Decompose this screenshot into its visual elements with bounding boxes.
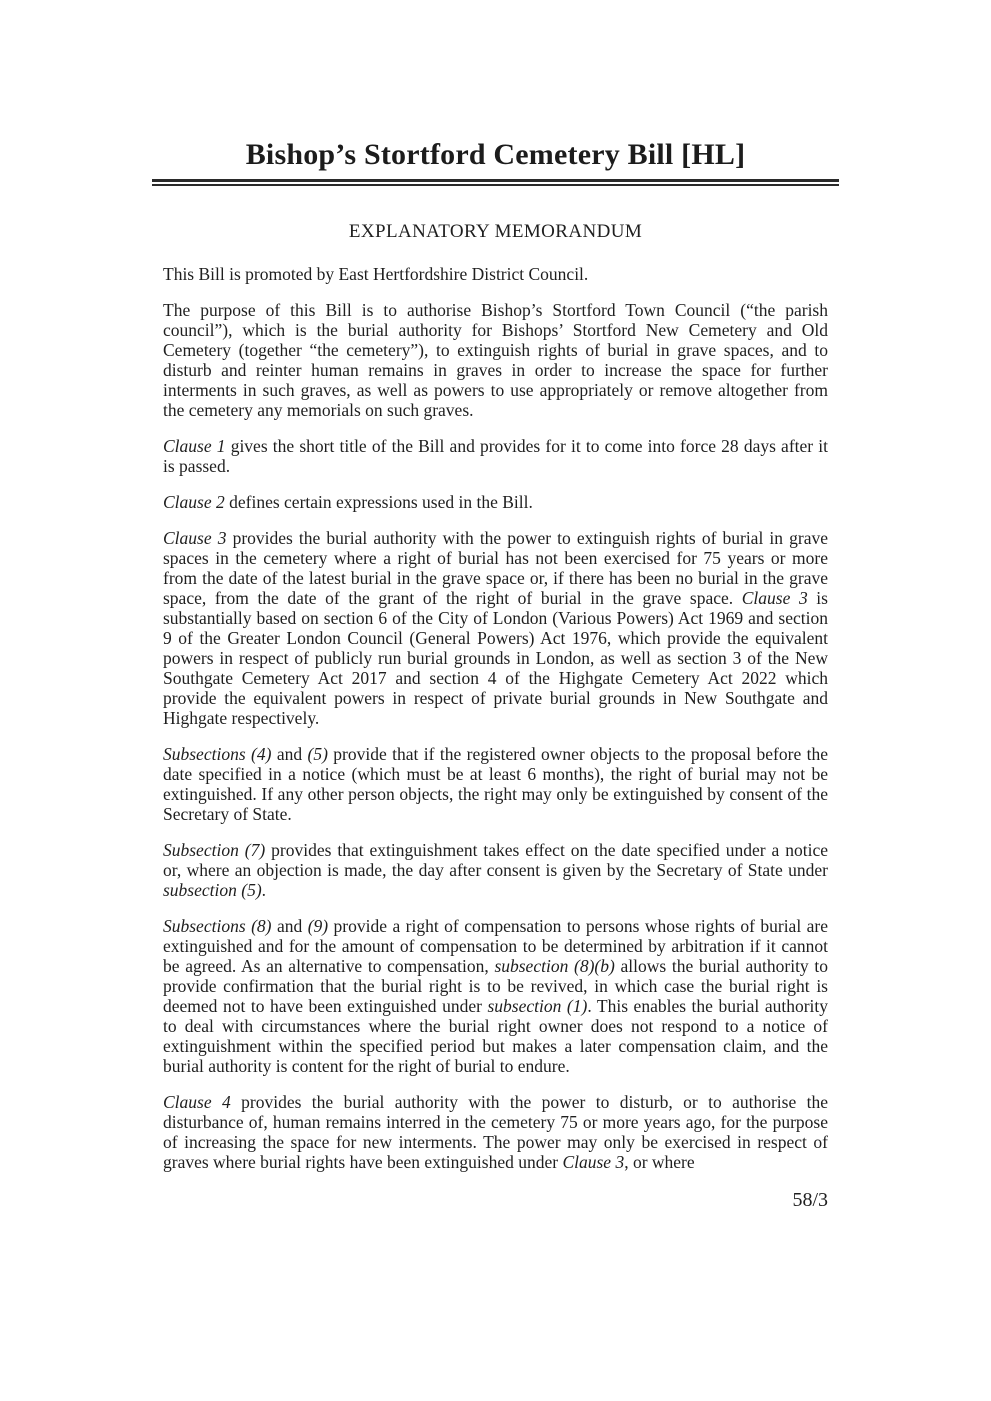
text-run: and [271,744,308,764]
clause-reference: Subsections (8) [163,916,272,936]
clause-reference: (9) [307,916,329,936]
paragraph [163,300,828,420]
clause-reference: (5) [307,744,328,764]
text-run: . [261,880,267,900]
paragraph [163,528,828,728]
text-run: allows the burial authority to provide confirmation that the burial right is to be revived, in which case the burial right is deemed not to have been extinguished under [163,956,828,1016]
text-run: provides that extinguishment takes effect on the date specified under a notice or, where an objection is made, the day after consent is given by the Secretary of State under [163,840,829,880]
text-run: provide that if the registered owner objects to the proposal before the date specified in a notice (which must be at least 6 months), the right of burial may not be extinguished. If any other person objects, the right may only be extinguished by consent of the Secretary of State. [163,744,828,824]
clause-reference: Clause 4 [163,1092,231,1112]
text-run: provides the burial authority with the power to disturb, or to authorise the disturbance of, human remains interred in the cemetery 75 or more years ago, for the purpose of increasing the space for new interments. The power may only be exercised in respect of graves where burial rights have been extinguished under [163,1092,829,1172]
clause-reference: Clause 3 [562,1152,625,1172]
clause-reference: Subsections (4) [163,744,272,764]
clause-reference: subsection (1) [487,996,588,1016]
paragraph [163,744,828,824]
text-run: defines certain expressions used in the Bill. [224,492,533,512]
paragraph [163,840,828,900]
memorandum-body [163,264,828,1172]
title-double-rule [152,179,839,186]
text-run: This Bill is promoted by East Hertfordshire District Council. [163,264,589,284]
text-run: and [271,916,308,936]
clause-reference: Clause 2 [163,492,225,512]
text-run: provides the burial authority with the power to extinguish rights of burial in grave spaces in the cemetery where a right of burial has not been exercised for 75 years or more from the date of the latest burial in the grave space or, if there has been no burial in the grave space, from the date of the grant of the right of burial in the grave space. [163,528,828,608]
text-run: The purpose of this Bill is to authorise Bishop’s Stortford Town Council (“the parish council”), which is the burial authority for Bishops’ Stortford New Cemetery and Old Cemetery (together “the cemetery”), to extinguish rights of burial in grave spaces, and to disturb and reinter human remains in graves in order to increase the space for further interments in such graves, as well as powers to use appropriately or remove altogether from the cemetery any memorials on such graves. [163,300,828,420]
text-run: gives the short title of the Bill and provides for it to come into force 28 days after it is passed. [163,436,828,476]
clause-reference: Clause 3 [741,588,808,608]
text-run: is substantially based on section 6 of the City of London (Various Powers) Act 1969 and section 9 of the Greater London Council (General Powers) Act 1976, which provide the equivalent powers in respect of publicly run burial grounds in London, as well as section 3 of the New Southgate Cemetery Act 2017 and section 4 of the Highgate Cemetery Act 2022 which provide the equivalent powers in respect of private burial grounds in New Southgate and Highgate respectively. [163,588,828,728]
paragraph [163,264,828,284]
page-number: 58/3 [792,1189,828,1211]
clause-reference: Clause 1 [163,436,226,456]
clause-reference: Subsection (7) [163,840,266,860]
clause-reference: subsection (8)(b) [494,956,615,976]
clause-reference: subsection (5) [163,880,262,900]
paragraph [163,436,828,476]
text-run: , or where [624,1152,695,1172]
memorandum-heading: EXPLANATORY MEMORANDUM [348,221,643,242]
text-run: . This enables the burial authority to deal with circumstances where the burial right owner does not respond to a notice of extinguishment within the specified period but makes a later compensation claim, and the burial authority is content for the right of burial to endure. [163,996,829,1076]
page-title: Bishop’s Stortford Cemetery Bill [HL] [245,138,746,171]
paragraph [163,1092,828,1172]
paragraph [163,916,828,1076]
paragraph [163,492,828,512]
clause-reference: Clause 3 [163,528,227,548]
document-page [163,138,828,1212]
text-run: provide a right of compensation to persons whose rights of burial are extinguished and for the amount of compensation to be determined by arbitration if it cannot be agreed. As an alternative to compensation, [163,916,828,976]
